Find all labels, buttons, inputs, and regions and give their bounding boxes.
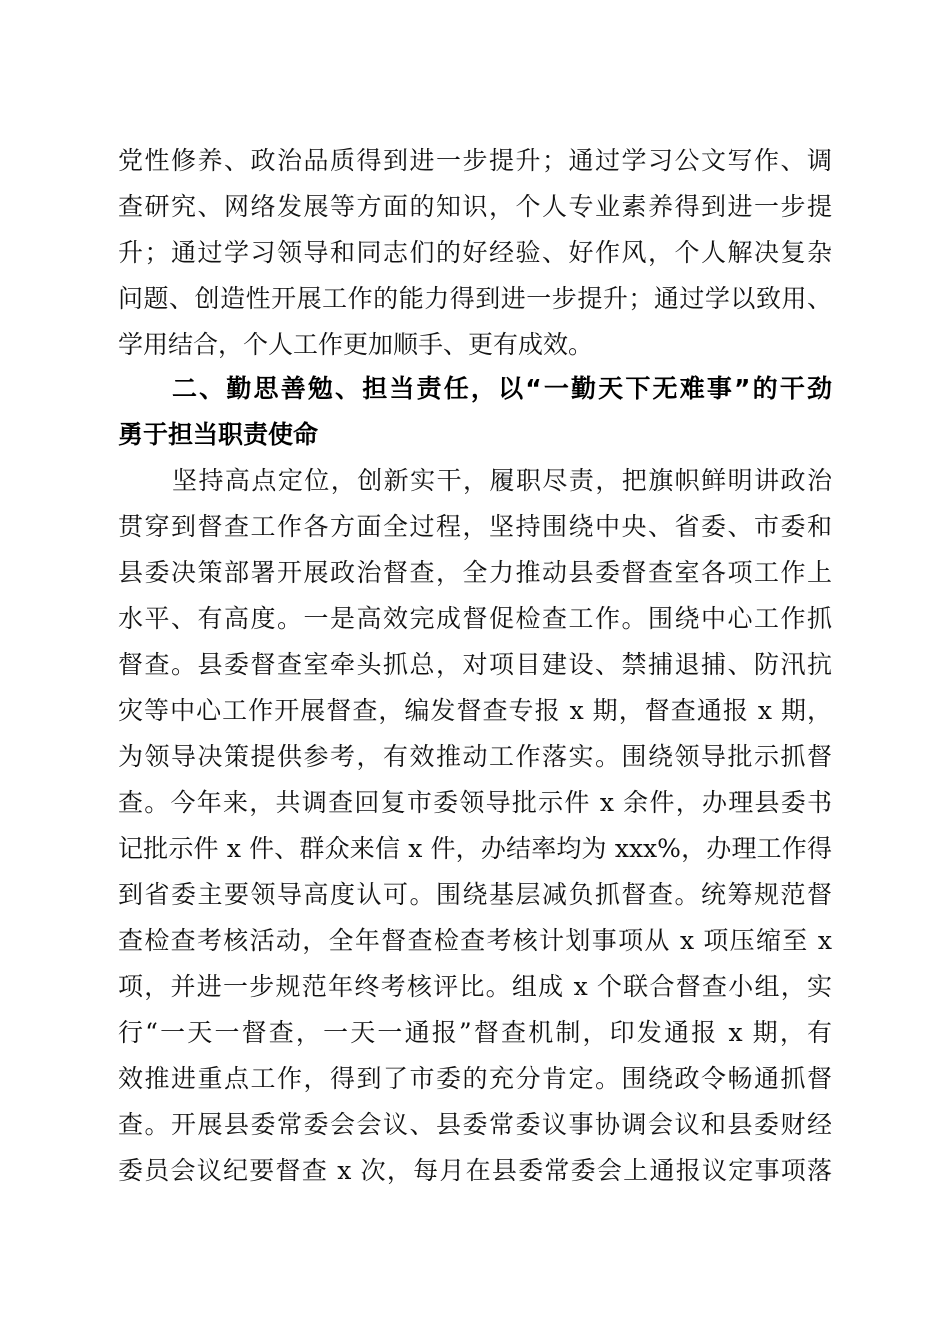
paragraph-2-line: 县委决策部署开展政治督查，全力推动县委督查室各项工作上 <box>118 558 832 587</box>
paragraph-2-line: 记批示件 x 件、群众来信 x 件，办结率均为 xxx%，办理工作得 <box>118 834 832 863</box>
paragraph-2-line: 行“一天一督查，一天一通报”督查机制，印发通报 x 期，有 <box>118 1018 832 1047</box>
paragraph-1-line: 党性修养、政治品质得到进一步提升；通过学习公文写作、调 <box>118 146 832 175</box>
paragraph-2-line: 委员会议纪要督查 x 次，每月在县委常委会上通报议定事项落 <box>118 1156 832 1185</box>
paragraph-2-line: 项，并进一步规范年终考核评比。组成 x 个联合督查小组，实 <box>118 972 832 1001</box>
paragraph-2-line: 到省委主要领导高度认可。围绕基层减负抓督查。统筹规范督 <box>118 880 832 909</box>
paragraph-2-line: 查。开展县委常委会会议、县委常委议事协调会议和县委财经 <box>118 1110 832 1139</box>
paragraph-2-line: 督查。县委督查室牵头抓总，对项目建设、禁捕退捕、防汛抗 <box>118 650 832 679</box>
section-heading-line: 二、勤思善勉、担当责任，以“一勤天下无难事”的干劲 <box>172 374 832 403</box>
paragraph-2-line: 水平、有高度。一是高效完成督促检查工作。围绕中心工作抓 <box>118 604 832 633</box>
paragraph-1-line: 查研究、网络发展等方面的知识，个人专业素养得到进一步提 <box>118 192 832 221</box>
paragraph-2-line: 查检查考核活动，全年督查检查考核计划事项从 x 项压缩至 x <box>118 926 832 955</box>
paragraph-2-line: 灾等中心工作开展督查，编发督查专报 x 期，督查通报 x 期， <box>118 696 832 725</box>
paragraph-2-line: 为领导决策提供参考，有效推动工作落实。围绕领导批示抓督 <box>118 742 832 771</box>
paragraph-2-line: 贯穿到督查工作各方面全过程，坚持围绕中央、省委、市委和 <box>118 512 832 541</box>
paragraph-2-line: 效推进重点工作，得到了市委的充分肯定。围绕政令畅通抓督 <box>118 1064 832 1093</box>
paragraph-1-line: 学用结合，个人工作更加顺手、更有成效。 <box>118 330 594 359</box>
section-heading-line: 勇于担当职责使命 <box>118 420 319 449</box>
paragraph-2-line: 查。今年来，共调查回复市委领导批示件 x 余件，办理县委书 <box>118 788 832 817</box>
paragraph-1-line: 问题、创造性开展工作的能力得到进一步提升；通过学以致用、 <box>118 284 832 313</box>
paragraph-1-line: 升；通过学习领导和同志们的好经验、好作风，个人解决复杂 <box>118 238 832 267</box>
paragraph-2-line: 坚持高点定位，创新实干，履职尽责，把旗帜鲜明讲政治 <box>172 466 832 495</box>
